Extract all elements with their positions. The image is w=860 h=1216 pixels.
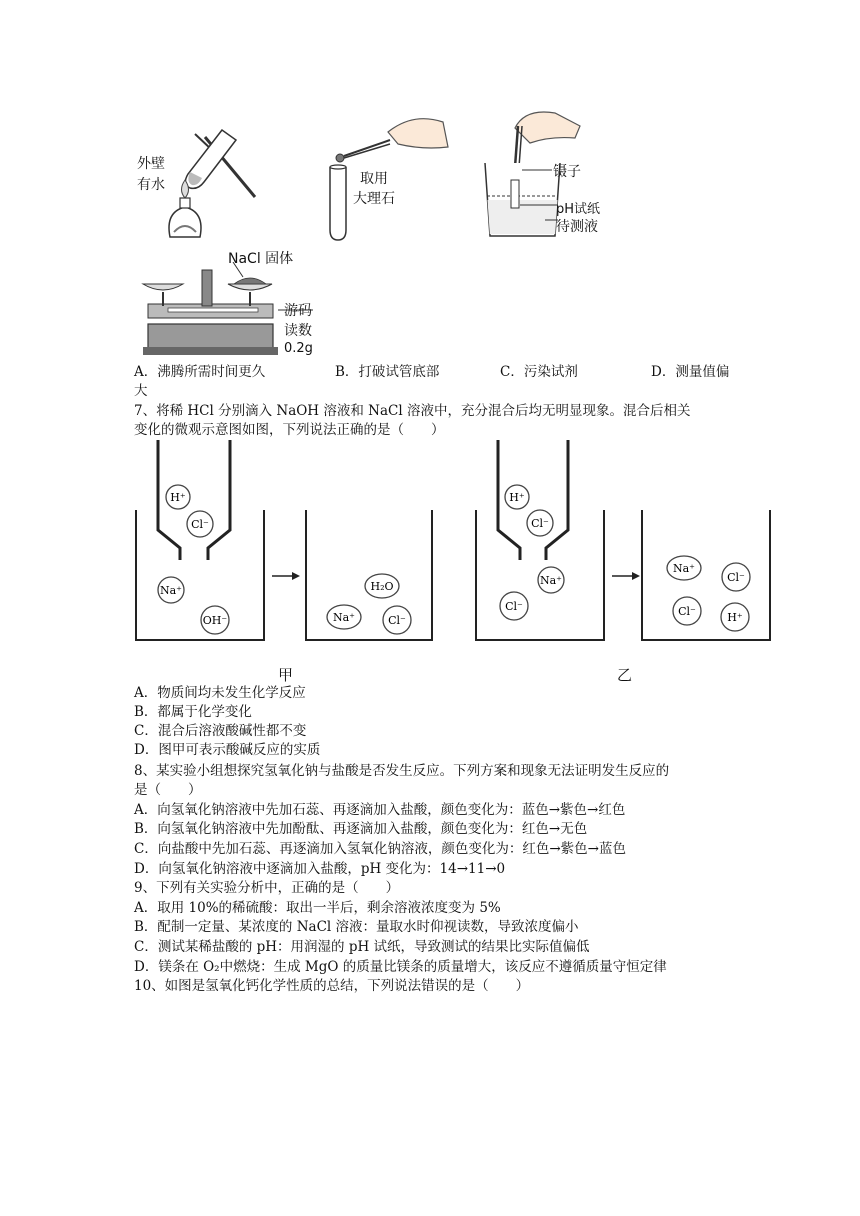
ion-na-jia-right	[327, 605, 361, 629]
q9-stem: 9、下列有关实验分析中，正确的是（ ）	[134, 880, 400, 896]
label-nacl-solid: NaCl 固体	[228, 251, 294, 267]
svg-text:Na⁺: Na⁺	[333, 611, 355, 624]
svg-text:Cl⁻: Cl⁻	[191, 518, 209, 531]
label-tweezers: 镊子	[553, 164, 581, 180]
q7-stem-line2: 变化的微观示意图如图，下列说法正确的是（ ）	[134, 422, 445, 438]
ion-na-yi-left	[538, 567, 564, 593]
label-take: 取用	[360, 171, 388, 187]
q7-option-c: C．混合后溶液酸碱性都不变	[134, 723, 307, 739]
q9-option-c: C．测试某稀盐酸的 pH：用润湿的 pH 试纸，导致测试的结果比实际值偏低	[134, 939, 590, 955]
q8-option-d: D．向氢氧化钠溶液中逐滴加入盐酸，pH 变化为：14→11→0	[134, 861, 506, 877]
q8-option-c: C．向盐酸中先加石蕊、再逐滴加入氢氧化钠溶液，颜色变化为：红色→紫色→蓝色	[134, 841, 626, 857]
label-ph-paper: pH试纸	[556, 202, 601, 217]
ion-cl-yi-right-bottom	[673, 597, 701, 625]
q6-option-c: C．污染试剂	[500, 364, 578, 380]
svg-text:Cl⁻: Cl⁻	[531, 517, 549, 530]
q7-option-d: D．图甲可表示酸碱反应的实质	[134, 742, 321, 758]
q10-stem: 10、如图是氢氧化钙化学性质的总结，下列说法错误的是（ ）	[134, 978, 530, 994]
q8-stem-line2: 是（ ）	[134, 782, 202, 798]
q6-option-b: B．打破试管底部	[335, 364, 440, 380]
q9-option-d: D．镁条在 O₂中燃烧：生成 MgO 的质量比镁条的质量增大，该反应不遵循质量守恒定律	[134, 959, 667, 975]
ion-oh-jia-left	[201, 606, 229, 634]
ion-cl-jia-dropper	[187, 511, 213, 537]
ion-cl-yi-left	[500, 592, 528, 620]
label-has-water: 有水	[137, 177, 165, 193]
label-test-solution: 待测液	[556, 219, 598, 235]
ion-cl-jia-right	[383, 606, 411, 634]
molecule-h2o-jia-right	[365, 574, 399, 598]
svg-text:Na⁺: Na⁺	[673, 562, 695, 575]
ion-h-jia-dropper	[166, 485, 190, 509]
q9-option-a: A．取用 10%的稀硫酸：取出一半后，剩余溶液浓度变为 5%	[134, 900, 501, 916]
svg-text:H⁺: H⁺	[727, 611, 743, 624]
svg-text:H⁺: H⁺	[170, 491, 186, 504]
q7-stem-line1: 7、将稀 HCl 分别滴入 NaOH 溶液和 NaCl 溶液中，充分混合后均无明显现象。混合后相关	[134, 403, 691, 419]
q7-option-b: B．都属于化学变化	[134, 704, 252, 720]
label-yi: 乙	[617, 666, 633, 684]
label-reading-value: 0.2g	[284, 341, 313, 356]
q8-option-b: B．向氢氧化钠溶液中先加酚酞、再逐滴加入盐酸，颜色变化为：红色→无色	[134, 821, 588, 837]
svg-text:Cl⁻: Cl⁻	[505, 600, 523, 613]
label-jia: 甲	[278, 666, 294, 684]
q6-option-d-continued: 大	[134, 383, 148, 399]
ion-na-yi-right	[667, 556, 701, 580]
q7-micro-diagram	[130, 440, 775, 650]
q8-option-a: A．向氢氧化钠溶液中先加石蕊、再逐滴加入盐酸，颜色变化为：蓝色→紫色→红色	[134, 802, 626, 818]
label-reading: 读数	[284, 323, 312, 339]
q7-option-a: A．物质间均未发生化学反应	[134, 685, 306, 701]
svg-text:Na⁺: Na⁺	[160, 584, 182, 597]
svg-text:OH⁻: OH⁻	[202, 614, 228, 627]
svg-text:H₂O: H₂O	[370, 580, 394, 593]
label-marble: 大理石	[353, 191, 395, 207]
label-outer-wall: 外壁	[137, 156, 165, 172]
svg-text:Na⁺: Na⁺	[540, 574, 562, 587]
ion-na-jia-left	[158, 577, 184, 603]
q8-stem-line1: 8、某实验小组想探究氢氧化钠与盐酸是否发生反应。下列方案和现象无法证明发生反应的	[134, 763, 670, 779]
marble-test-tube-figure	[318, 112, 458, 247]
svg-text:Cl⁻: Cl⁻	[678, 605, 696, 618]
ion-cl-yi-right-top	[722, 563, 750, 591]
ion-cl-yi-dropper	[527, 510, 553, 536]
svg-text:Cl⁻: Cl⁻	[388, 614, 406, 627]
q6-option-d: D．测量值偏	[651, 364, 730, 380]
q9-option-b: B．配制一定量、某浓度的 NaCl 溶液：量取水时仰视读数，导致浓度偏小	[134, 919, 579, 935]
ion-h-yi-dropper	[505, 485, 529, 509]
q6-option-a: A．沸腾所需时间更久	[134, 364, 266, 380]
svg-text:Cl⁻: Cl⁻	[727, 571, 745, 584]
label-rider: 游码	[284, 303, 312, 319]
ion-h-yi-right	[721, 603, 749, 631]
svg-text:H⁺: H⁺	[509, 491, 525, 504]
